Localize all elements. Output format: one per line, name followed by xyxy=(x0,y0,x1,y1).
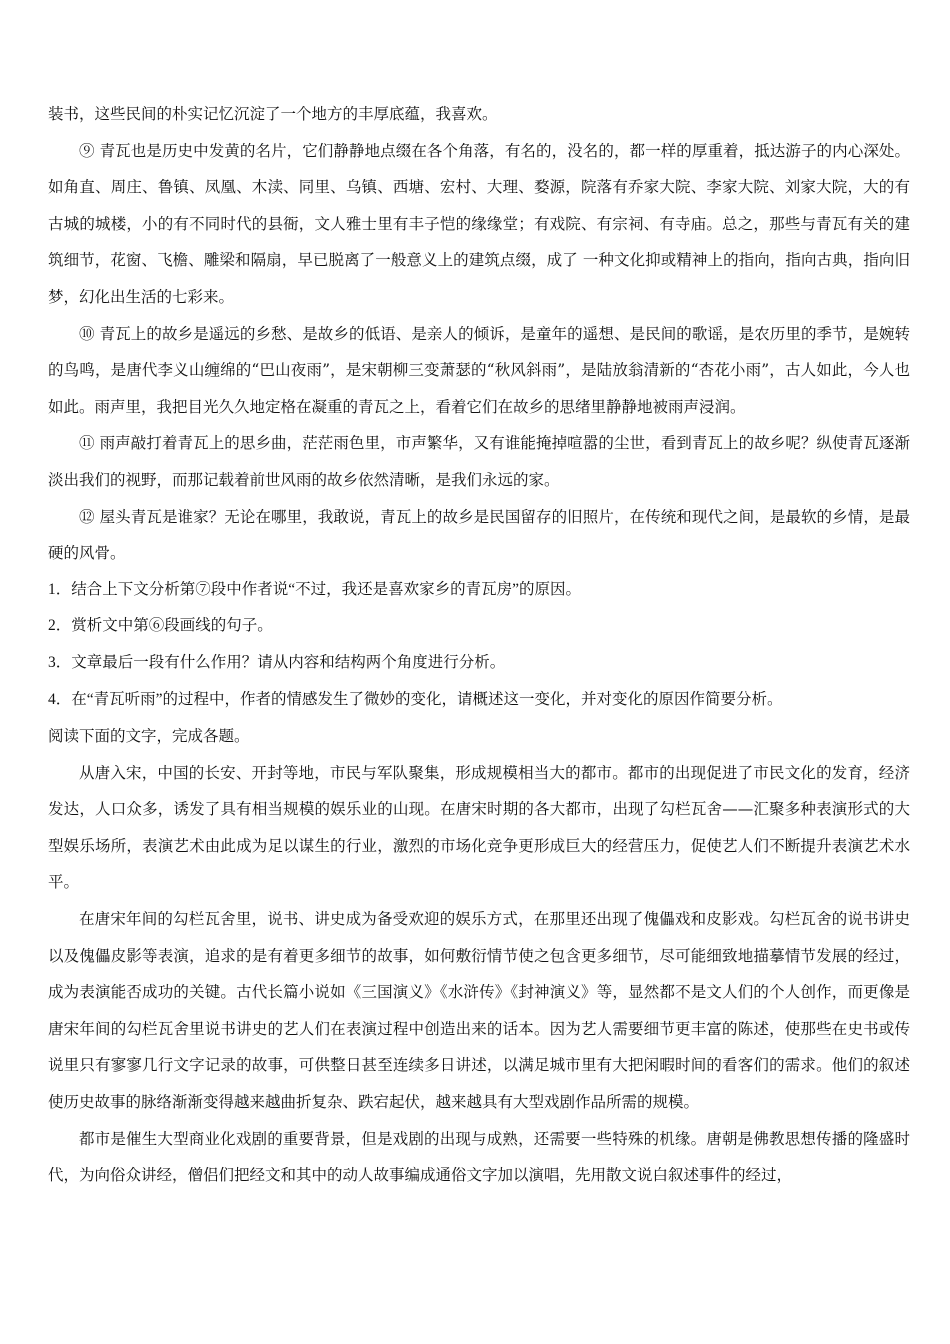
paragraph-9: ⑨ 青瓦也是历史中发黄的名片，它们静静地点缀在各个角落，有名的，没名的，都一样的厚重着，抵达游子的内心深处。如角直、周庄、鲁镇、凤凰、木渎、同里、乌镇、西塘、宏村、大理、婺源，院落有乔家大院、李家大院、刘家大院，大的有古城的城楼，小的有不同时代的县衙，文人雅士里有丰子恺的缘缘堂；有戏院、有宗祠、有寺庙。总之，那些与青瓦有关的建筑细节，花窗、飞檐、雕梁和隔扇，早已脱离了一般意义上的建筑点缀，成了 一种文化抑或精神上的指向，指向古典，指向旧梦，幻化出生活的七彩来。 xyxy=(48,141,910,306)
question-4: 4．在“青瓦听雨”的过程中，作者的情感发生了微妙的变化，请概述这一变化，并对变化的原因作简要分析。 xyxy=(48,690,783,708)
paragraph-10: ⑩ 青瓦上的故乡是遥远的乡愁、是故乡的低语、是亲人的倾诉，是童年的遥想、是民间的歌谣，是农历里的季节，是婉转的鸟鸣，是唐代李义山缠绵的“巴山夜雨”，是宋朝柳三变萧瑟的“秋风斜雨”，是陆放翁清新的“杏花小雨”，古人如此，今人也如此。雨声里，我把目光久久地定格在凝重的青瓦之上，看着它们在故乡的思绪里静静地被雨声浸润。 xyxy=(48,324,910,416)
paragraph-12: ⑫ 屋头青瓦是谁家？无论在哪里，我敢说，青瓦上的故乡是民国留存的旧照片，在传统和现代之间，是最软的乡情，是最硬的风骨。 xyxy=(48,507,910,563)
document-body xyxy=(48,96,910,1194)
passage-continuation: 装书，这些民间的朴实记忆沉淀了一个地方的丰厚底蕴，我喜欢。 xyxy=(48,105,498,123)
question-3: 3．文章最后一段有什么作用？请从内容和结构两个角度进行分析。 xyxy=(48,653,506,671)
passage-two-paragraph-1: 从唐入宋，中国的长安、开封等地，市民与军队聚集，形成规模相当大的都市。都市的出现促进了市民文化的发育，经济发达，人口众多，诱发了具有相当规模的娱乐业的山现。在唐宋时期的各大都市，出现了勾栏瓦舍——汇聚多种表演形式的大型娱乐场所，表演艺术由此成为足以谋生的行业，激烈的市场化竞争更形成巨大的经营压力，促使艺人们不断提升表演艺术水平。 xyxy=(48,763,910,892)
paragraph-11: ⑪ 雨声敲打着青瓦上的思乡曲，茫茫雨色里，市声繁华，又有谁能掩掉喧嚣的尘世，看到青瓦上的故乡呢？纵使青瓦逐渐淡出我们的视野，而那记载着前世风雨的故乡依然清晰，是我们永远的家。 xyxy=(48,434,910,489)
question-2: 2．赏析文中第⑥段画线的句子。 xyxy=(48,617,273,635)
passage-two-paragraph-3: 都市是催生大型商业化戏剧的重要背景，但是戏剧的出现与成熟，还需要一些特殊的机缘。唐朝是佛教思想传播的隆盛时代，为向俗众讲经，僧侣们把经文和其中的动人故事编成通俗文字加以演唱，先用散文说白叙述事件的经过， xyxy=(48,1129,910,1185)
passage-two-paragraph-2: 在唐宋年间的勾栏瓦舍里，说书、讲史成为备受欢迎的娱乐方式，在那里还出现了傀儡戏和皮影戏。勾栏瓦舍的说书讲史以及傀儡皮影等表演，追求的是有着更多细节的故事，如何敷衍情节使之包含更多细节，尽可能细致地描摹情节发展的经过，成为表演能否成功的关键。古代长篇小说如《三国演义》《水浒传》《封神演义》等，显然都不是文人们的个人创作，而更像是唐宋年间的勾栏瓦舍里说书讲史的艺人们在表演过程中创造出来的话本。因为艺人需要细节更丰富的陈述，使那些在史书或传说里只有寥寥几行文字记录的故事，可供整日甚至连续多日讲述，以满足城市里有大把闲暇时间的看客们的需求。他们的叙述使历史故事的脉络渐渐变得越来越曲折复杂、跌宕起伏，越来越具有大型戏剧作品所需的规模。 xyxy=(48,910,910,1112)
question-1: 1．结合上下文分析第⑦段中作者说“不过，我还是喜欢家乡的青瓦房”的原因。 xyxy=(48,580,582,598)
reading-instruction: 阅读下面的文字，完成各题。 xyxy=(48,727,250,746)
